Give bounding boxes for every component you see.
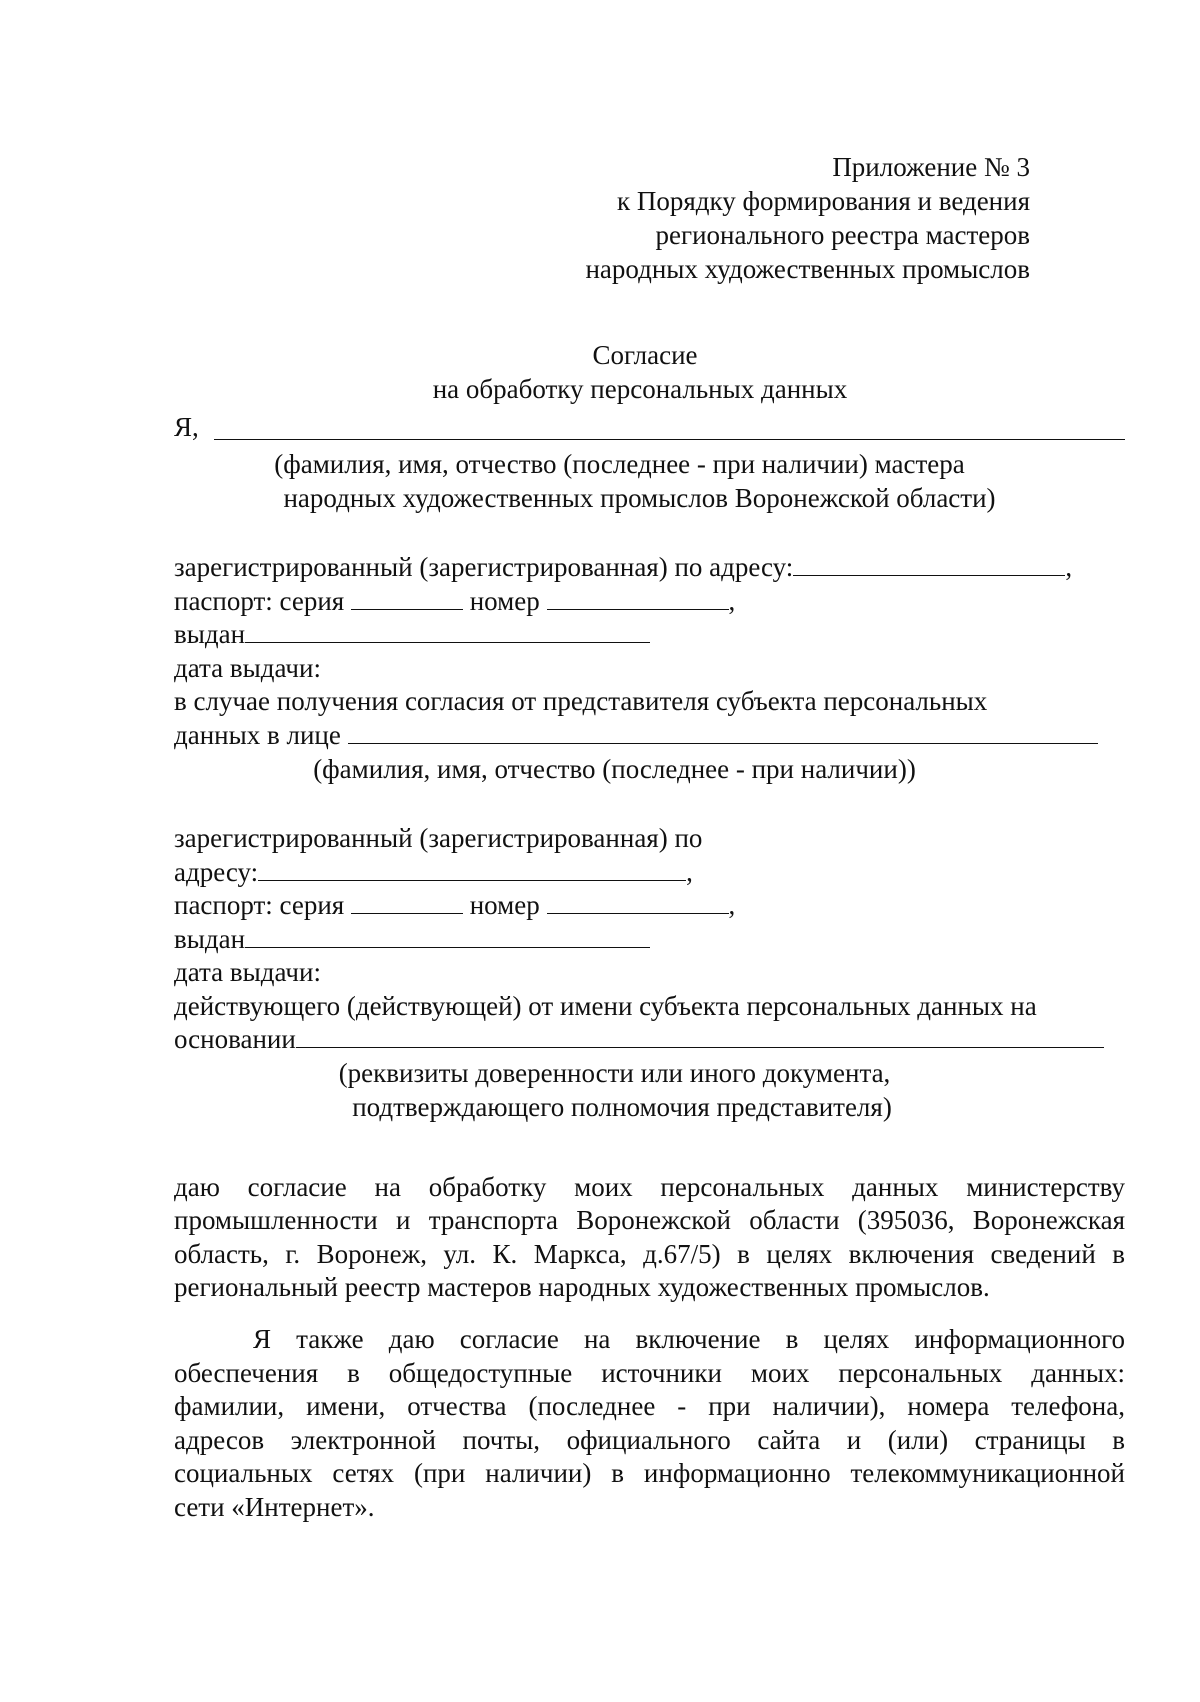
comma: ,	[1065, 552, 1073, 582]
subject-passport-series-field[interactable]	[351, 585, 463, 610]
rep-address-row	[174, 855, 693, 889]
consent-paragraph-1-line-1: даю согласие на обработку моих персональных данных министерству	[174, 1172, 1125, 1202]
representative-person-row	[174, 718, 1098, 752]
subject-issue-date-label: дата выдачи:	[174, 653, 321, 683]
document-subtitle: на обработку персональных данных	[432, 374, 848, 404]
rep-address-label-1: зарегистрированный (зарегистрированная) по	[174, 823, 703, 853]
rep-address-label-2: адресу:	[174, 857, 259, 887]
rep-basis-field[interactable]	[296, 1023, 1104, 1048]
rep-passport-series-field[interactable]	[351, 889, 463, 914]
rep-issued-by-field[interactable]	[245, 923, 650, 948]
basis-hint-1: (реквизиты доверенности или иного документа,	[338, 1058, 891, 1088]
subject-address-row	[174, 550, 1072, 584]
subject-address-field[interactable]	[793, 551, 1065, 576]
appendix-number: Приложение № 3	[832, 152, 1030, 182]
consent-paragraph-2-line-5: социальных сетях (при наличии) в информационно телекоммуникационной	[174, 1458, 1125, 1488]
passport-number-label: номер	[469, 890, 540, 920]
representative-person-label: данных в лице	[174, 720, 341, 750]
subject-name-hint-1: (фамилия, имя, отчество (последнее - при наличии) мастера	[274, 449, 965, 479]
subject-passport-number-field[interactable]	[547, 585, 729, 610]
consent-paragraph-1-line-2: промышленности и транспорта Воронежской области (395036, Воронежская	[174, 1205, 1125, 1235]
passport-series-label: паспорт: серия	[174, 586, 345, 616]
comma: ,	[728, 890, 736, 920]
rep-acting-text: действующего (действующей) от имени субъекта персональных данных на	[174, 991, 1037, 1021]
consent-paragraph-1-line-3: область, г. Воронеж, ул. К. Маркса, д.67/5) в целях включения сведений в	[174, 1239, 1125, 1269]
rep-issue-date-label: дата выдачи:	[174, 957, 321, 987]
representative-name-hint: (фамилия, имя, отчество (последнее - при наличии))	[313, 754, 916, 784]
basis-label: основании	[174, 1024, 296, 1054]
consent-paragraph-2-line-6: сети «Интернет».	[174, 1492, 375, 1522]
rep-passport-number-field[interactable]	[547, 889, 729, 914]
subject-name-field[interactable]	[214, 439, 1125, 440]
consent-paragraph-2-line-1: Я также даю согласие на включение в целях информационного	[253, 1324, 1125, 1354]
comma: ,	[728, 586, 736, 616]
rep-basis-row	[174, 1022, 1104, 1056]
subject-issued-row	[174, 617, 650, 651]
document-title: Согласие	[592, 340, 698, 370]
consent-paragraph-2-line-4: адресов электронной почты, официального сайта и (или) страницы в	[174, 1425, 1125, 1455]
rep-issued-row	[174, 922, 650, 956]
passport-number-label: номер	[469, 586, 540, 616]
rep-address-field[interactable]	[258, 856, 686, 881]
issued-by-label: выдан	[174, 619, 246, 649]
representative-case-text: в случае получения согласия от представителя субъекта персональных	[174, 686, 988, 716]
consent-paragraph-1-line-4: региональный реестр мастеров народных художественных промыслов.	[174, 1272, 990, 1302]
subject-intro: Я,	[174, 412, 199, 442]
issued-by-label: выдан	[174, 924, 246, 954]
passport-series-label: паспорт: серия	[174, 890, 345, 920]
consent-paragraph-2-line-3: фамилии, имени, отчества (последнее - при наличии), номера телефона,	[174, 1391, 1125, 1421]
subject-issued-by-field[interactable]	[245, 618, 650, 643]
appendix-subtitle-line-3: народных художественных промыслов	[585, 254, 1030, 284]
subject-name-hint-2: народных художественных промыслов Воронежской области)	[283, 483, 996, 513]
subject-address-label: зарегистрированный (зарегистрированная) по адресу:	[174, 552, 794, 582]
basis-hint-2: подтверждающего полномочия представителя)	[352, 1092, 892, 1122]
appendix-subtitle-line-2: регионального реестра мастеров	[655, 220, 1030, 250]
comma: ,	[686, 857, 693, 887]
rep-passport-row	[174, 888, 735, 922]
representative-name-field[interactable]	[348, 719, 1098, 744]
subject-passport-row	[174, 584, 735, 618]
consent-paragraph-2-line-2: обеспечения в общедоступные источники моих персональных данных:	[174, 1358, 1125, 1388]
appendix-subtitle-line-1: к Порядку формирования и ведения	[616, 186, 1030, 216]
